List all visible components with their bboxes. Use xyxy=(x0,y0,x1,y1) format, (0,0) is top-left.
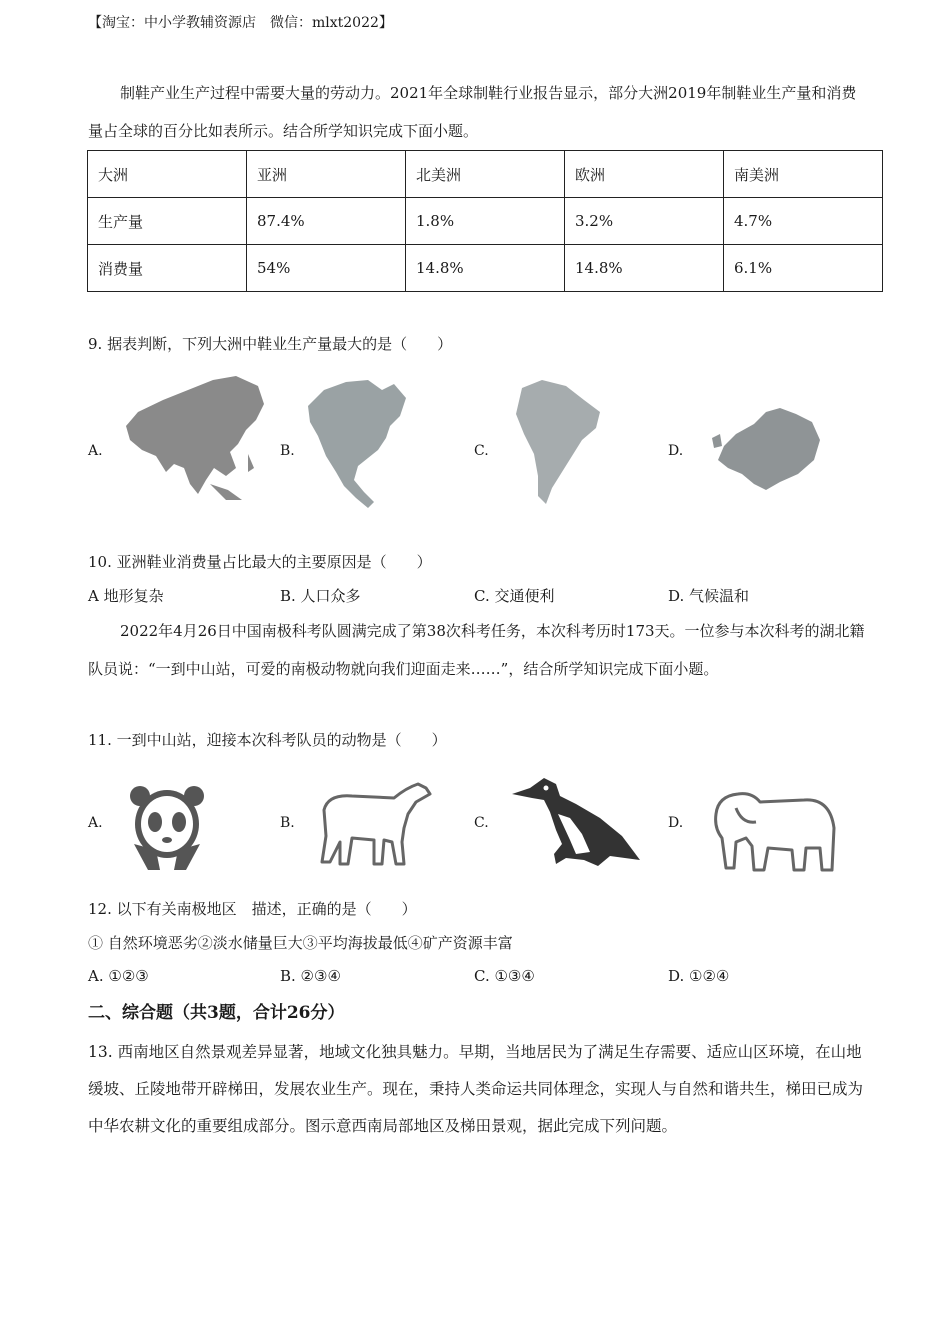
table-cell: 3.2% xyxy=(565,198,724,245)
north-america-map-icon xyxy=(302,376,412,510)
question-12-stem: 12. 以下有关南极地区 描述，正确的是（ ） xyxy=(88,900,417,918)
option-a: A. ①②③ xyxy=(88,967,149,985)
table-cell: 4.7% xyxy=(724,198,883,245)
table-header-row xyxy=(88,151,883,198)
option-d: D. 气候温和 xyxy=(668,587,750,605)
shoe-industry-table xyxy=(87,150,883,292)
table-row xyxy=(88,245,883,292)
table-cell: 生产量 xyxy=(88,198,247,245)
option-a: A 地形复杂 xyxy=(88,587,164,605)
table-cell: 54% xyxy=(247,245,406,292)
question-10-stem: 10. 亚洲鞋业消费量占比最大的主要原因是（ ） xyxy=(88,553,432,571)
question-11-stem: 11. 一到中山站，迎接本次科考队员的动物是（ ） xyxy=(88,731,447,749)
table-cell: 亚洲 xyxy=(247,151,406,198)
option-a-label: A. xyxy=(88,443,103,459)
passage-1: 制鞋产业生产过程中需要大量的劳动力。2021年全球制鞋行业报告显示，部分大洲2019年制鞋业生产量和消费量占全球的百分比如表所示。结合所学知识完成下面小题。 xyxy=(88,84,857,140)
option-c-label: C. xyxy=(474,815,489,831)
question-13-stem: 13. 西南地区自然景观差异显著，地域文化独具魅力。早期，当地居民为了满足生存需要、适应山区环境，在山地缓坡、丘陵地带开辟梯田，发展农业生产。现在，秉持人类命运共同体理念，实现人与自然和谐共生，梯田已成为中华农耕文化的重要组成部分。图示意西南局部地区及梯田景观，据此完成下列问题。 xyxy=(88,1043,864,1135)
table-cell: 87.4% xyxy=(247,198,406,245)
section-title: 二、综合题（共3题，合计26分） xyxy=(88,1003,345,1023)
europe-map-icon xyxy=(706,404,824,496)
option-d: D. ①②④ xyxy=(668,967,730,985)
polar-bear-icon xyxy=(318,780,432,870)
table-cell: 1.8% xyxy=(406,198,565,245)
question-12-statements: ① 自然环境恶劣②淡水储量巨大③平均海拔最低④矿产资源丰富 xyxy=(88,934,513,952)
asia-map-icon xyxy=(118,372,268,504)
option-a-label: A. xyxy=(88,815,103,831)
option-b: B. 人口众多 xyxy=(280,587,361,605)
panda-icon xyxy=(126,784,208,870)
table-cell: 南美洲 xyxy=(724,151,883,198)
penguin-icon xyxy=(510,774,642,868)
option-d-label: D. xyxy=(668,443,684,459)
option-c-label: C. xyxy=(474,443,489,459)
table-cell: 14.8% xyxy=(406,245,565,292)
option-c: C. 交通便利 xyxy=(474,587,555,605)
page-header: 【淘宝：中小学教辅资源店 微信：mlxt2022】 xyxy=(88,15,393,31)
table-cell: 14.8% xyxy=(565,245,724,292)
elephant-icon xyxy=(712,788,838,872)
option-d-label: D. xyxy=(668,815,684,831)
table-cell: 欧洲 xyxy=(565,151,724,198)
table-cell: 消费量 xyxy=(88,245,247,292)
option-b: B. ②③④ xyxy=(280,967,341,985)
table-cell: 6.1% xyxy=(724,245,883,292)
passage-2: 2022年4月26日中国南极科考队圆满完成了第38次科考任务，本次科考历时173天。一位参与本次科考的湖北籍队员说：“一到中山站，可爱的南极动物就向我们迎面走来……”，结合所学知识完成下面小题。 xyxy=(88,622,865,678)
table-row xyxy=(88,198,883,245)
south-america-map-icon xyxy=(512,378,604,506)
table-cell: 北美洲 xyxy=(406,151,565,198)
option-b-label: B. xyxy=(280,443,295,459)
table-cell: 大洲 xyxy=(88,151,247,198)
option-c: C. ①③④ xyxy=(474,967,535,985)
question-9-stem: 9. 据表判断，下列大洲中鞋业生产量最大的是（ ） xyxy=(88,335,453,353)
option-b-label: B. xyxy=(280,815,295,831)
